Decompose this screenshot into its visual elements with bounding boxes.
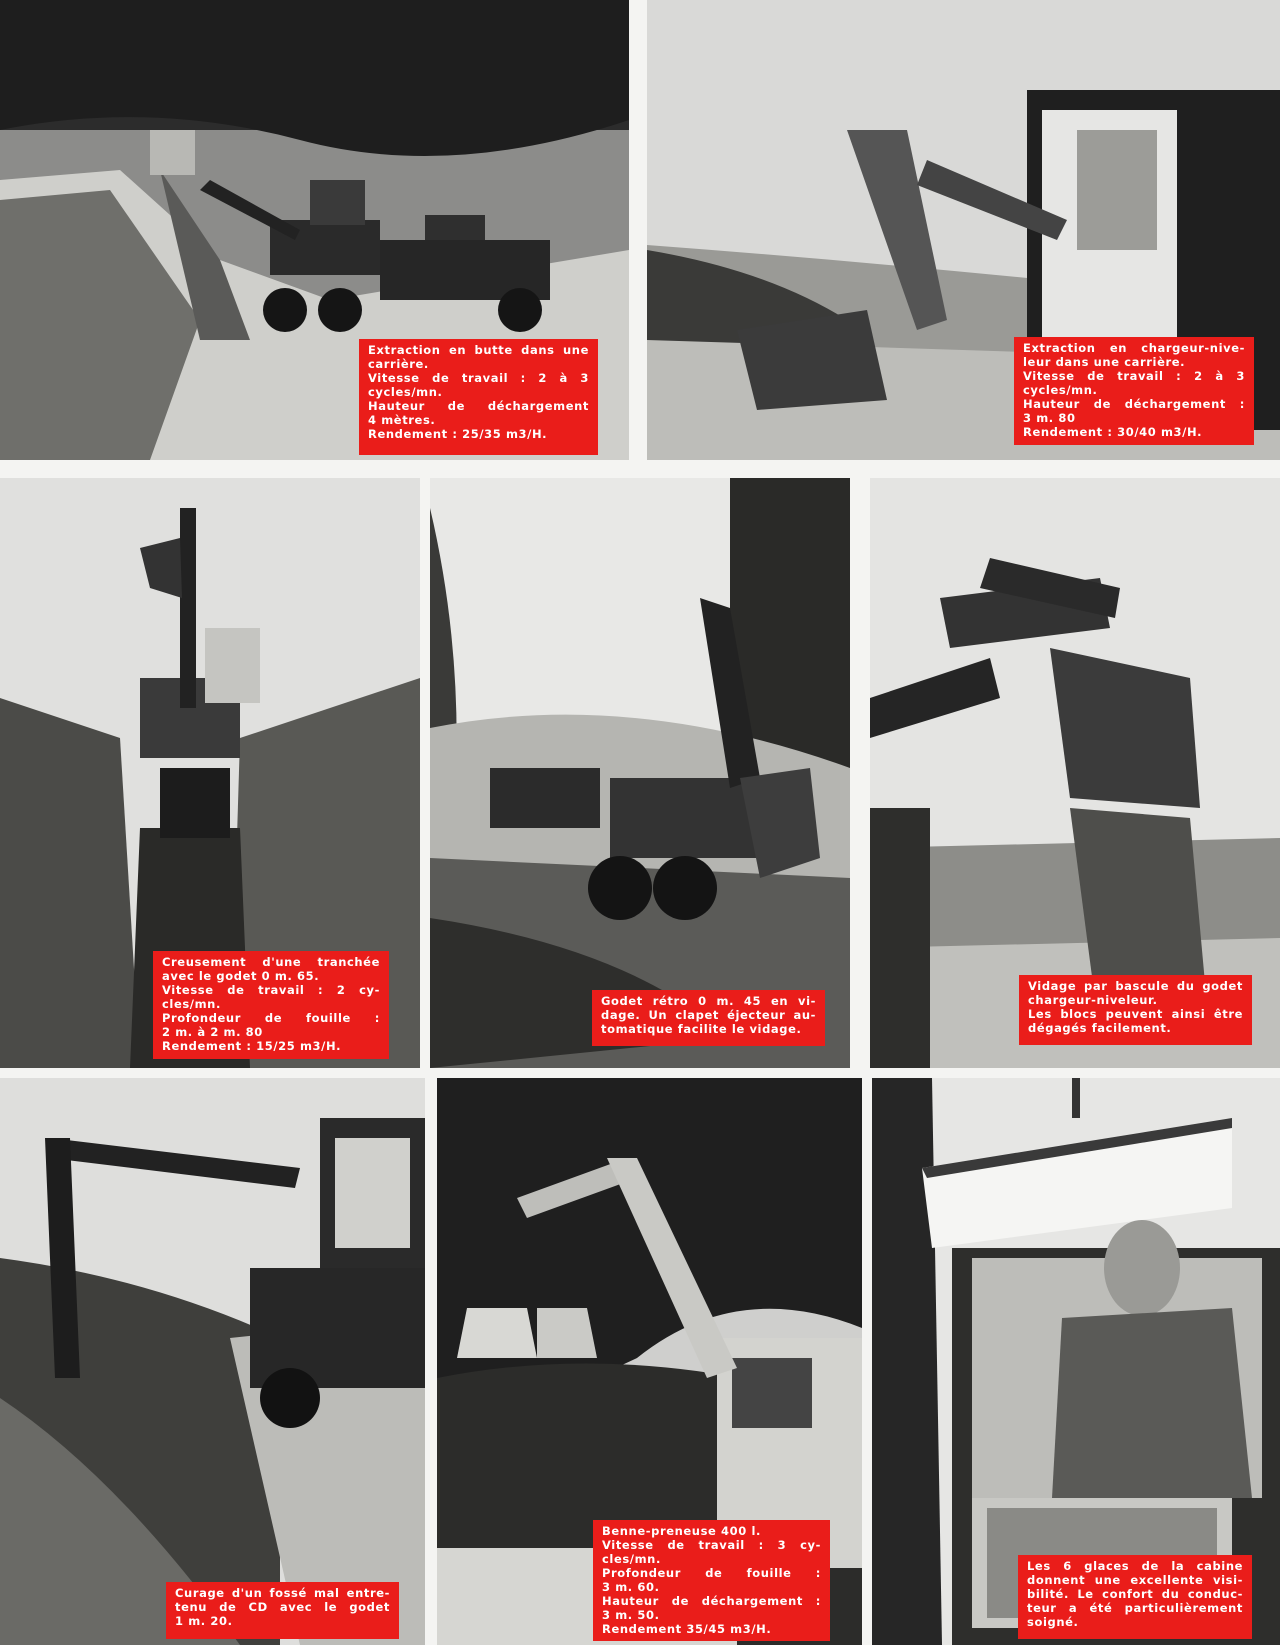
caption-line: Rendement : 25/35 m3/H.	[368, 427, 548, 441]
caption-line: Vitesse de travail : 2 à 3	[368, 371, 589, 385]
caption-line: Vitesse de travail : 2 à 3	[1023, 369, 1245, 383]
caption-line: dage. Un clapet éjecteur au-	[601, 1008, 816, 1022]
caption-line: dégagés facilement.	[1028, 1021, 1172, 1035]
caption-line: 3 m. 60.	[602, 1580, 660, 1594]
caption-line: 3 m. 50.	[602, 1608, 660, 1622]
caption-line: cles/mn.	[602, 1552, 661, 1566]
caption-clamshell-grab	[593, 1520, 830, 1641]
caption-line: Rendement : 15/25 m3/H.	[162, 1039, 342, 1053]
caption-line: Creusement d'une tranchée	[162, 955, 380, 969]
caption-line: chargeur-niveleur.	[1028, 993, 1158, 1007]
caption-line: Vitesse de travail : 3 cy-	[602, 1538, 821, 1552]
caption-line: leur dans une carrière.	[1023, 355, 1186, 369]
caption-backhoe-bucket	[592, 990, 825, 1046]
caption-line: 3 m. 80	[1023, 411, 1076, 425]
caption-line: teur a été particulièrement	[1027, 1601, 1243, 1615]
caption-quarry-extraction	[359, 339, 598, 455]
caption-line: bilité. Le confort du conduc-	[1027, 1587, 1243, 1601]
caption-line: Hauteur de déchargement	[368, 399, 589, 413]
caption-line: Hauteur de déchargement :	[602, 1594, 821, 1608]
caption-line: Vidage par bascule du godet	[1028, 979, 1243, 993]
caption-line: donnent une excellente visi-	[1027, 1573, 1243, 1587]
caption-line: Profondeur de fouille :	[162, 1011, 380, 1025]
caption-line: Vitesse de travail : 2 cy-	[162, 983, 380, 997]
caption-line: 1 m. 20.	[175, 1614, 233, 1628]
caption-line: Curage d'un fossé mal entre-	[175, 1586, 390, 1600]
caption-line: Extraction en chargeur-nive-	[1023, 341, 1245, 355]
caption-line: cles/mn.	[162, 997, 221, 1011]
caption-line: avec le godet 0 m. 65.	[162, 969, 320, 983]
photo-backhoe-bucket	[430, 478, 850, 1068]
caption-line: Extraction en butte dans une	[368, 343, 589, 357]
caption-line: Profondeur de fouille :	[602, 1566, 821, 1580]
caption-line: Les 6 glaces de la cabine	[1027, 1559, 1243, 1573]
caption-cabin-operator	[1018, 1555, 1252, 1639]
caption-ditch-clearing	[166, 1582, 399, 1639]
caption-line: Hauteur de déchargement :	[1023, 397, 1245, 411]
caption-loader-leveller	[1014, 337, 1254, 445]
caption-line: 4 mètres.	[368, 413, 436, 427]
caption-line: cycles/mn.	[368, 385, 443, 399]
caption-line: Godet rétro 0 m. 45 en vi-	[601, 994, 816, 1008]
caption-line: tenu de CD avec le godet	[175, 1600, 390, 1614]
caption-line: 2 m. à 2 m. 80	[162, 1025, 263, 1039]
caption-line: Rendement : 30/40 m3/H.	[1023, 425, 1203, 439]
caption-line: Benne-preneuse 400 l.	[602, 1524, 761, 1538]
caption-line: Les blocs peuvent ainsi être	[1028, 1007, 1243, 1021]
caption-line: carrière.	[368, 357, 429, 371]
caption-trench-digging	[153, 951, 389, 1059]
caption-tipping-bucket	[1019, 975, 1252, 1045]
caption-line: cycles/mn.	[1023, 383, 1098, 397]
caption-line: soigné.	[1027, 1615, 1079, 1629]
caption-line: tomatique facilite le vidage.	[601, 1022, 802, 1036]
photo-ditch-clearing	[0, 1078, 425, 1645]
caption-line: Rendement 35/45 m3/H.	[602, 1622, 772, 1636]
